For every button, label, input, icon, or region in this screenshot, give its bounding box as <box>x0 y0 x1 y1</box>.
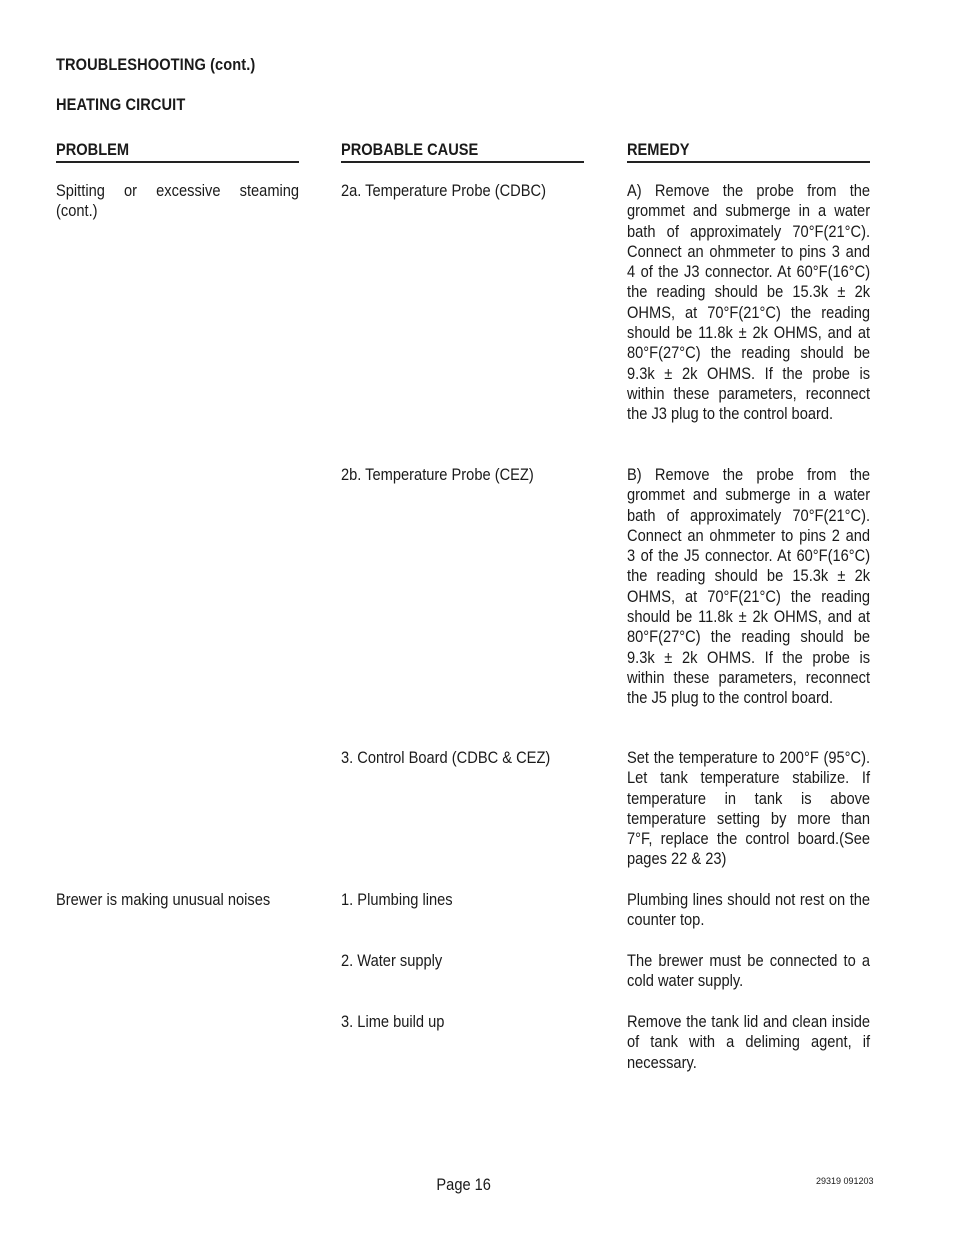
cause-cell: 3. Lime build up <box>341 1012 445 1031</box>
problem-cell: Spitting or excessive steaming (cont.) <box>56 181 300 221</box>
section-title: TROUBLESHOOTING (cont.) <box>56 55 256 74</box>
remedy-cell: A) Remove the probe from the grommet and submerge in a water bath of approximately 70°F(21°C). Connect an ohmmeter to pins 3 and 4 of the J3 connector. At 60°F(16°C) the reading should be 15.3k ± 2k OHMS, at 70°F(21°C) the reading should be 11.8k ± 2k OHMS, and at 80°F(27°C) the reading should be 9.3k ± 2k OHMS. If the probe is within these parameters, reconnect the J3 plug to the control board. <box>627 181 871 424</box>
document-code: 29319 091203 <box>816 1176 874 1186</box>
remedy-cell: Plumbing lines should not rest on the counter top. <box>627 890 871 930</box>
remedy-cell: Set the temperature to 200°F (95°C). Let tank temperature stabilize. If temperature in tank is above temperature setting by more than 7°F, replace the control board.(See pages 22 & 23) <box>627 748 871 869</box>
cause-cell: 2b. Temperature Probe (CEZ) <box>341 465 534 484</box>
subsection-title: HEATING CIRCUIT <box>56 95 186 114</box>
remedy-header-label: REMEDY <box>627 140 690 159</box>
problem-header-label: PROBLEM <box>56 140 130 159</box>
remedy-column-header <box>627 140 870 163</box>
cause-cell: 2a. Temperature Probe (CDBC) <box>341 181 546 200</box>
problem-column-header <box>56 140 299 163</box>
cause-cell: 2. Water supply <box>341 951 443 970</box>
remedy-cell: Remove the tank lid and clean inside of tank with a deliming agent, if necessary. <box>627 1012 871 1072</box>
problem-cell: Brewer is making unusual noises <box>56 890 271 909</box>
cause-cell: 3. Control Board (CDBC & CEZ) <box>341 748 551 767</box>
cause-header-label: PROBABLE CAUSE <box>341 140 479 159</box>
remedy-cell: B) Remove the probe from the grommet and submerge in a water bath of approximately 70°F(21°C). Connect an ohmmeter to pins 2 and 3 of the J5 connector. At 60°F(16°C) the reading should be 15.3k ± 2k OHMS, at 70°F(21°C) the reading should be 11.8k ± 2k OHMS, and at 80°F(27°C) the reading should be 9.3k ± 2k OHMS. If the probe is within these parameters, reconnect the J5 plug to the control board. <box>627 465 871 708</box>
remedy-cell: The brewer must be connected to a cold water supply. <box>627 951 871 991</box>
cause-column-header <box>341 140 584 163</box>
cause-cell: 1. Plumbing lines <box>341 890 453 909</box>
page-number: Page 16 <box>436 1175 492 1194</box>
